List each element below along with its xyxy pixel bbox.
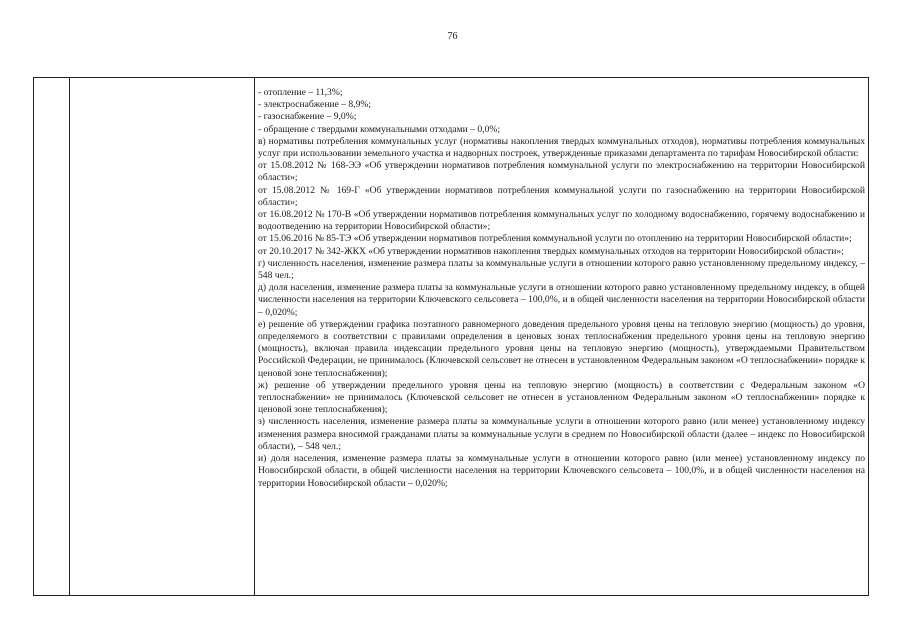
paragraph-order-170: от 16.08.2012 № 170-В «Об утверждении нормативов потребления коммунальных услуг по холодному водоснабжению, горячему водоснабжению и водоотведению на территории Новосибирской области»; [258,209,865,233]
page-number: 76 [447,31,458,42]
paragraph-i-share: и) доля населения, изменение размера платы за коммунальные услуги в отношении которого равно (или менее) установленному индексу по Новосибирской области, в общей численности населения на территории Ключевского сельсовета – 100,0%, и в общей численности населения на территории Новосибирской области – 0,020%; [258,453,865,489]
column-divider-2 [254,78,255,595]
list-item-waste: - обращение с твердыми коммунальными отходами – 0,0%; [258,123,501,135]
paragraph-zh-price: ж) решение об утверждении предельного уровня цены на тепловую энергию (мощность) в соответствии с Федеральным законом «О теплоснабжении» не принималось (Ключевской сельсовет не отнесен в установленном Федеральным законом «О теплоснабжении» порядке к ценовой зоне теплоснабжения); [258,379,865,416]
paragraph-v-norms: в) нормативы потребления коммунальных услуг (нормативы накопления твердых коммунальных отходов), нормативы потребления коммунальных услуг при использовании земельного участка и надворных построек, утвержденные приказами департамента по тарифам Новосибирской области: [258,135,865,160]
list-item-heating: - отопление – 11,3%; [258,87,343,98]
list-item-electricity: - электроснабжение – 8,9%; [258,99,372,111]
paragraph-z-population: з) численность населения, изменение размера платы за коммунальные услуги в отношении которого равно (или менее) установленному индексу изменения размера вносимой гражданами платы за коммунальные услуги в среднем по Новосибирской области (далее – индекс по Новосибирской области), – 548 чел.; [258,416,865,452]
table-text-cell [258,87,865,490]
paragraph-order-85: от 15.06.2016 № 85-ТЭ «Об утверждении нормативов потребления коммунальной услуги по отоплению на территории Новосибирской области»; [258,233,852,245]
paragraph-g-population: г) численность населения, изменение размера платы за коммунальные услуги в отношении которого равно установленному предельному индексу, – 548 чел.; [258,257,865,282]
paragraph-order-169: от 15.08.2012 № 169-Г «Об утверждении нормативов потребления коммунальной услуги по газоснабжению на территории Новосибирской области»; [258,184,865,208]
document-table [33,77,869,596]
list-item-gas: - газоснабжение – 9,0%; [258,111,357,123]
paragraph-order-342: от 20.10.2017 № 342-ЖКХ «Об утверждении нормативов накопления твердых коммунальных отходов на территории Новосибирской области»; [258,245,844,257]
paragraph-d-share: д) доля населения, изменение размера платы за коммунальные услуги в отношении которого равно установленному предельному индексу, в общей численности населения на территории Ключевского сельсовета – 100,0%, и в общей численности населения на территории Новосибирской области – 0,020%; [258,282,865,318]
paragraph-e-schedule: е) решение об утверждении графика поэтапного равномерного доведения предельного уровня цены на тепловую энергию (мощность) до уровня, определяемого в соответствии с правилами определения в ценовых зонах теплоснабжения предельного уровня цены на тепловую энергию (мощность), включая правила индексации предельного уровня цены на тепловую энергию (мощность), утверждаемыми Правительством Российской Федерации, не принималось (Ключевской сельсовет не отнесен в установленном Федеральным законом «О теплоснабжении» порядке к ценовой зоне теплоснабжения); [258,318,865,379]
paragraph-order-168: от 15.08.2012 № 168-ЭЭ «Об утверждении нормативов потребления коммунальной услуги по электроснабжению на территории Новосибирской области»; [258,160,865,184]
column-divider-1 [69,78,70,595]
